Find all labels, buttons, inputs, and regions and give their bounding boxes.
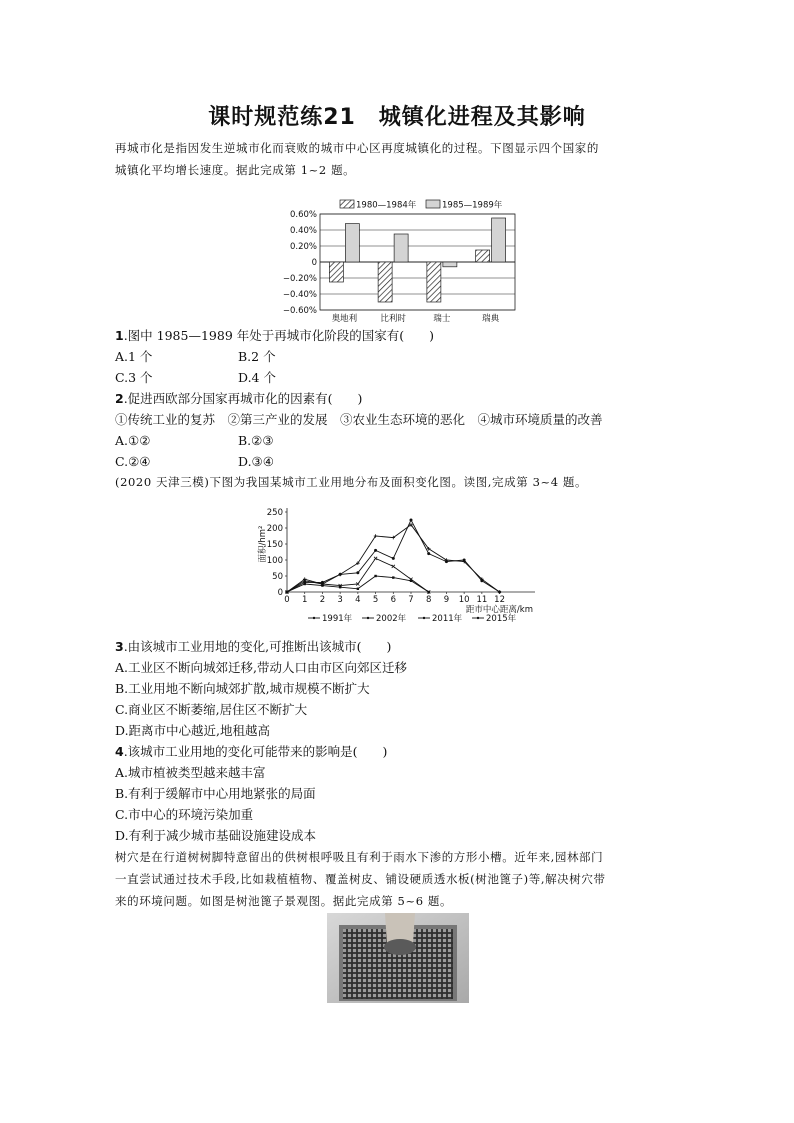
bar-category-label: 瑞士 xyxy=(433,314,451,324)
question-2-stem: .促进西欧部分国家再城市化的因素有( ) xyxy=(123,391,363,406)
line-point xyxy=(356,571,359,574)
line-point xyxy=(374,557,377,560)
question-3-stem: .由该城市工业用地的变化,可推断出该城市( ) xyxy=(123,639,392,654)
bar-y-tick-label: −0.20% xyxy=(282,274,317,284)
question-2 xyxy=(115,389,362,409)
line-y-tick-label: 200 xyxy=(266,524,283,534)
q3-option-b: B.工业用地不断向城郊扩散,城市规模不断扩大 xyxy=(115,681,370,696)
line-legend-marker xyxy=(313,617,315,619)
q2-option-a: A.①② xyxy=(115,433,151,448)
line-x-axis-label: 距市中心距离/km xyxy=(465,605,533,615)
page-title: 课时规范练21 城镇化进程及其影响 xyxy=(208,105,586,130)
line-legend-marker xyxy=(423,617,425,619)
line-point xyxy=(427,552,430,555)
line-x-tick-label: 6 xyxy=(390,595,396,605)
bar-category-label: 瑞典 xyxy=(482,314,500,324)
line-x-tick-label: 2 xyxy=(319,595,326,605)
q2-option-c: C.②④ xyxy=(115,454,151,469)
question-1-number: 1 xyxy=(115,328,124,343)
line-x-tick-label: 12 xyxy=(494,595,505,605)
line-legend-label: 2002年 xyxy=(376,614,407,624)
intro-paragraph-2: (2020 天津三模)下图为我国某城市工业用地分布及面积变化图。读图,完成第 3~4 题。 xyxy=(115,475,588,489)
line-point xyxy=(410,519,413,522)
line-legend-label: 1991年 xyxy=(322,614,353,624)
bar-1985-1989 xyxy=(394,234,408,262)
bar-legend-label: 1985—1989年 xyxy=(442,200,503,211)
question-1 xyxy=(115,326,434,346)
q3-option-c: C.商业区不断萎缩,居住区不断扩大 xyxy=(115,702,308,717)
q4-option-c: C.市中心的环境污染加重 xyxy=(115,807,254,822)
bar-legend-swatch xyxy=(340,200,354,208)
intro-3-line-1: 树穴是在行道树树脚特意留出的供树根呼吸且有利于雨水下渗的方形小槽。近年来,园林部门 xyxy=(115,850,604,864)
line-point xyxy=(392,576,394,578)
line-legend-marker xyxy=(367,617,369,619)
bar-1985-1989 xyxy=(345,224,359,262)
line-y-axis-label: 面积/hm² xyxy=(258,525,268,563)
bar-1980-1984 xyxy=(378,262,392,302)
line-legend-label: 2015年 xyxy=(486,614,517,624)
intro-3-line-2: 一直尝试通过技术手段,比如栽植植物、覆盖树皮、铺设硬质透水板(树池篦子)等,解决树穴带 xyxy=(115,872,606,886)
bar-category-label: 奥地利 xyxy=(331,314,358,324)
line-point xyxy=(392,557,395,560)
line-x-tick-label: 5 xyxy=(372,595,379,605)
line-point xyxy=(303,581,306,584)
intro-1-line-1: 再城市化是指因发生逆城市化而衰败的城市中心区再度城镇化的过程。下图显示四个国家的 xyxy=(115,141,599,155)
bar-1985-1989 xyxy=(492,218,506,262)
q4-option-d: D.有利于减少城市基础设施建设成本 xyxy=(115,828,317,843)
bar-y-tick-label: 0.20% xyxy=(289,242,317,252)
line-point xyxy=(374,575,376,577)
line-point xyxy=(357,588,359,590)
q4-option-b: B.有利于缓解市中心用地紧张的局面 xyxy=(115,786,316,801)
question-2-number: 2 xyxy=(115,391,124,406)
q3-option-d: D.距离市中心越近,地租越高 xyxy=(115,723,271,738)
question-1-stem: .图中 1985—1989 年处于再城市化阶段的国家有( ) xyxy=(123,328,435,343)
line-y-tick-label: 100 xyxy=(266,556,283,566)
bar-1980-1984 xyxy=(329,262,343,282)
q1-option-b: B.2 个 xyxy=(238,349,276,364)
bar-1980-1984 xyxy=(427,262,441,302)
intro-paragraph-3 xyxy=(115,846,685,912)
question-3 xyxy=(115,637,391,657)
q2-items: ①传统工业的复苏 ②第三产业的发展 ③农业生态环境的恶化 ④城市环境质量的改善 xyxy=(115,412,603,427)
line-series-2011年 xyxy=(287,520,500,592)
line-x-tick-label: 8 xyxy=(426,595,432,605)
q2-option-d: D.③④ xyxy=(238,454,274,469)
bar-category-label: 比利时 xyxy=(380,314,406,324)
bar-legend-swatch xyxy=(426,200,440,208)
line-x-tick-label: 0 xyxy=(284,595,290,605)
q1-option-d: D.4 个 xyxy=(238,370,276,385)
line-y-tick-label: 50 xyxy=(272,572,283,582)
q3-option-a: A.工业区不断向城郊迁移,带动人口由市区向郊区迁移 xyxy=(115,660,407,675)
tree-grate-photo xyxy=(327,913,469,1003)
q1-option-a: A.1 个 xyxy=(115,349,153,364)
q4-option-a: A.城市植被类型越来越丰富 xyxy=(115,765,266,780)
tree-base xyxy=(384,939,416,955)
line-x-tick-label: 4 xyxy=(355,595,361,605)
line-x-tick-label: 10 xyxy=(458,595,470,605)
line-x-tick-label: 7 xyxy=(408,595,414,605)
line-chart xyxy=(250,500,550,630)
q2-option-b: B.②③ xyxy=(238,433,274,448)
bar-1980-1984 xyxy=(476,250,490,262)
line-legend-marker xyxy=(477,617,479,619)
intro-1-line-2: 城镇化平均增长速度。据此完成第 1~2 题。 xyxy=(115,163,356,177)
intro-paragraph-1 xyxy=(115,137,685,181)
line-x-tick-label: 3 xyxy=(337,595,343,605)
line-x-tick-label: 9 xyxy=(443,595,450,605)
bar-y-tick-label: 0.40% xyxy=(289,226,317,236)
bar-y-tick-label: 0 xyxy=(311,258,317,268)
line-y-tick-label: 150 xyxy=(266,540,283,550)
bar-y-tick-label: −0.60% xyxy=(282,306,317,316)
line-y-tick-label: 250 xyxy=(266,508,283,518)
intro-3-line-3: 来的环境问题。如图是树池篦子景观图。据此完成第 5~6 题。 xyxy=(115,894,453,908)
question-3-number: 3 xyxy=(115,639,124,654)
question-4-stem: .该城市工业用地的变化可能带来的影响是( ) xyxy=(123,744,388,759)
question-4 xyxy=(115,742,387,762)
bar-y-tick-label: 0.60% xyxy=(289,210,317,220)
bar-1985-1989 xyxy=(443,262,457,267)
line-x-tick-label: 1 xyxy=(302,595,308,605)
line-x-tick-label: 11 xyxy=(476,595,488,605)
line-point xyxy=(392,565,395,568)
bar-chart xyxy=(270,196,530,326)
question-4-number: 4 xyxy=(115,744,124,759)
line-point xyxy=(374,549,377,552)
line-legend-label: 2011年 xyxy=(432,614,463,624)
q1-option-c: C.3 个 xyxy=(115,370,153,385)
line-y-tick-label: 0 xyxy=(277,588,283,598)
bar-legend-label: 1980—1984年 xyxy=(356,200,417,211)
bar-y-tick-label: −0.40% xyxy=(282,290,317,300)
